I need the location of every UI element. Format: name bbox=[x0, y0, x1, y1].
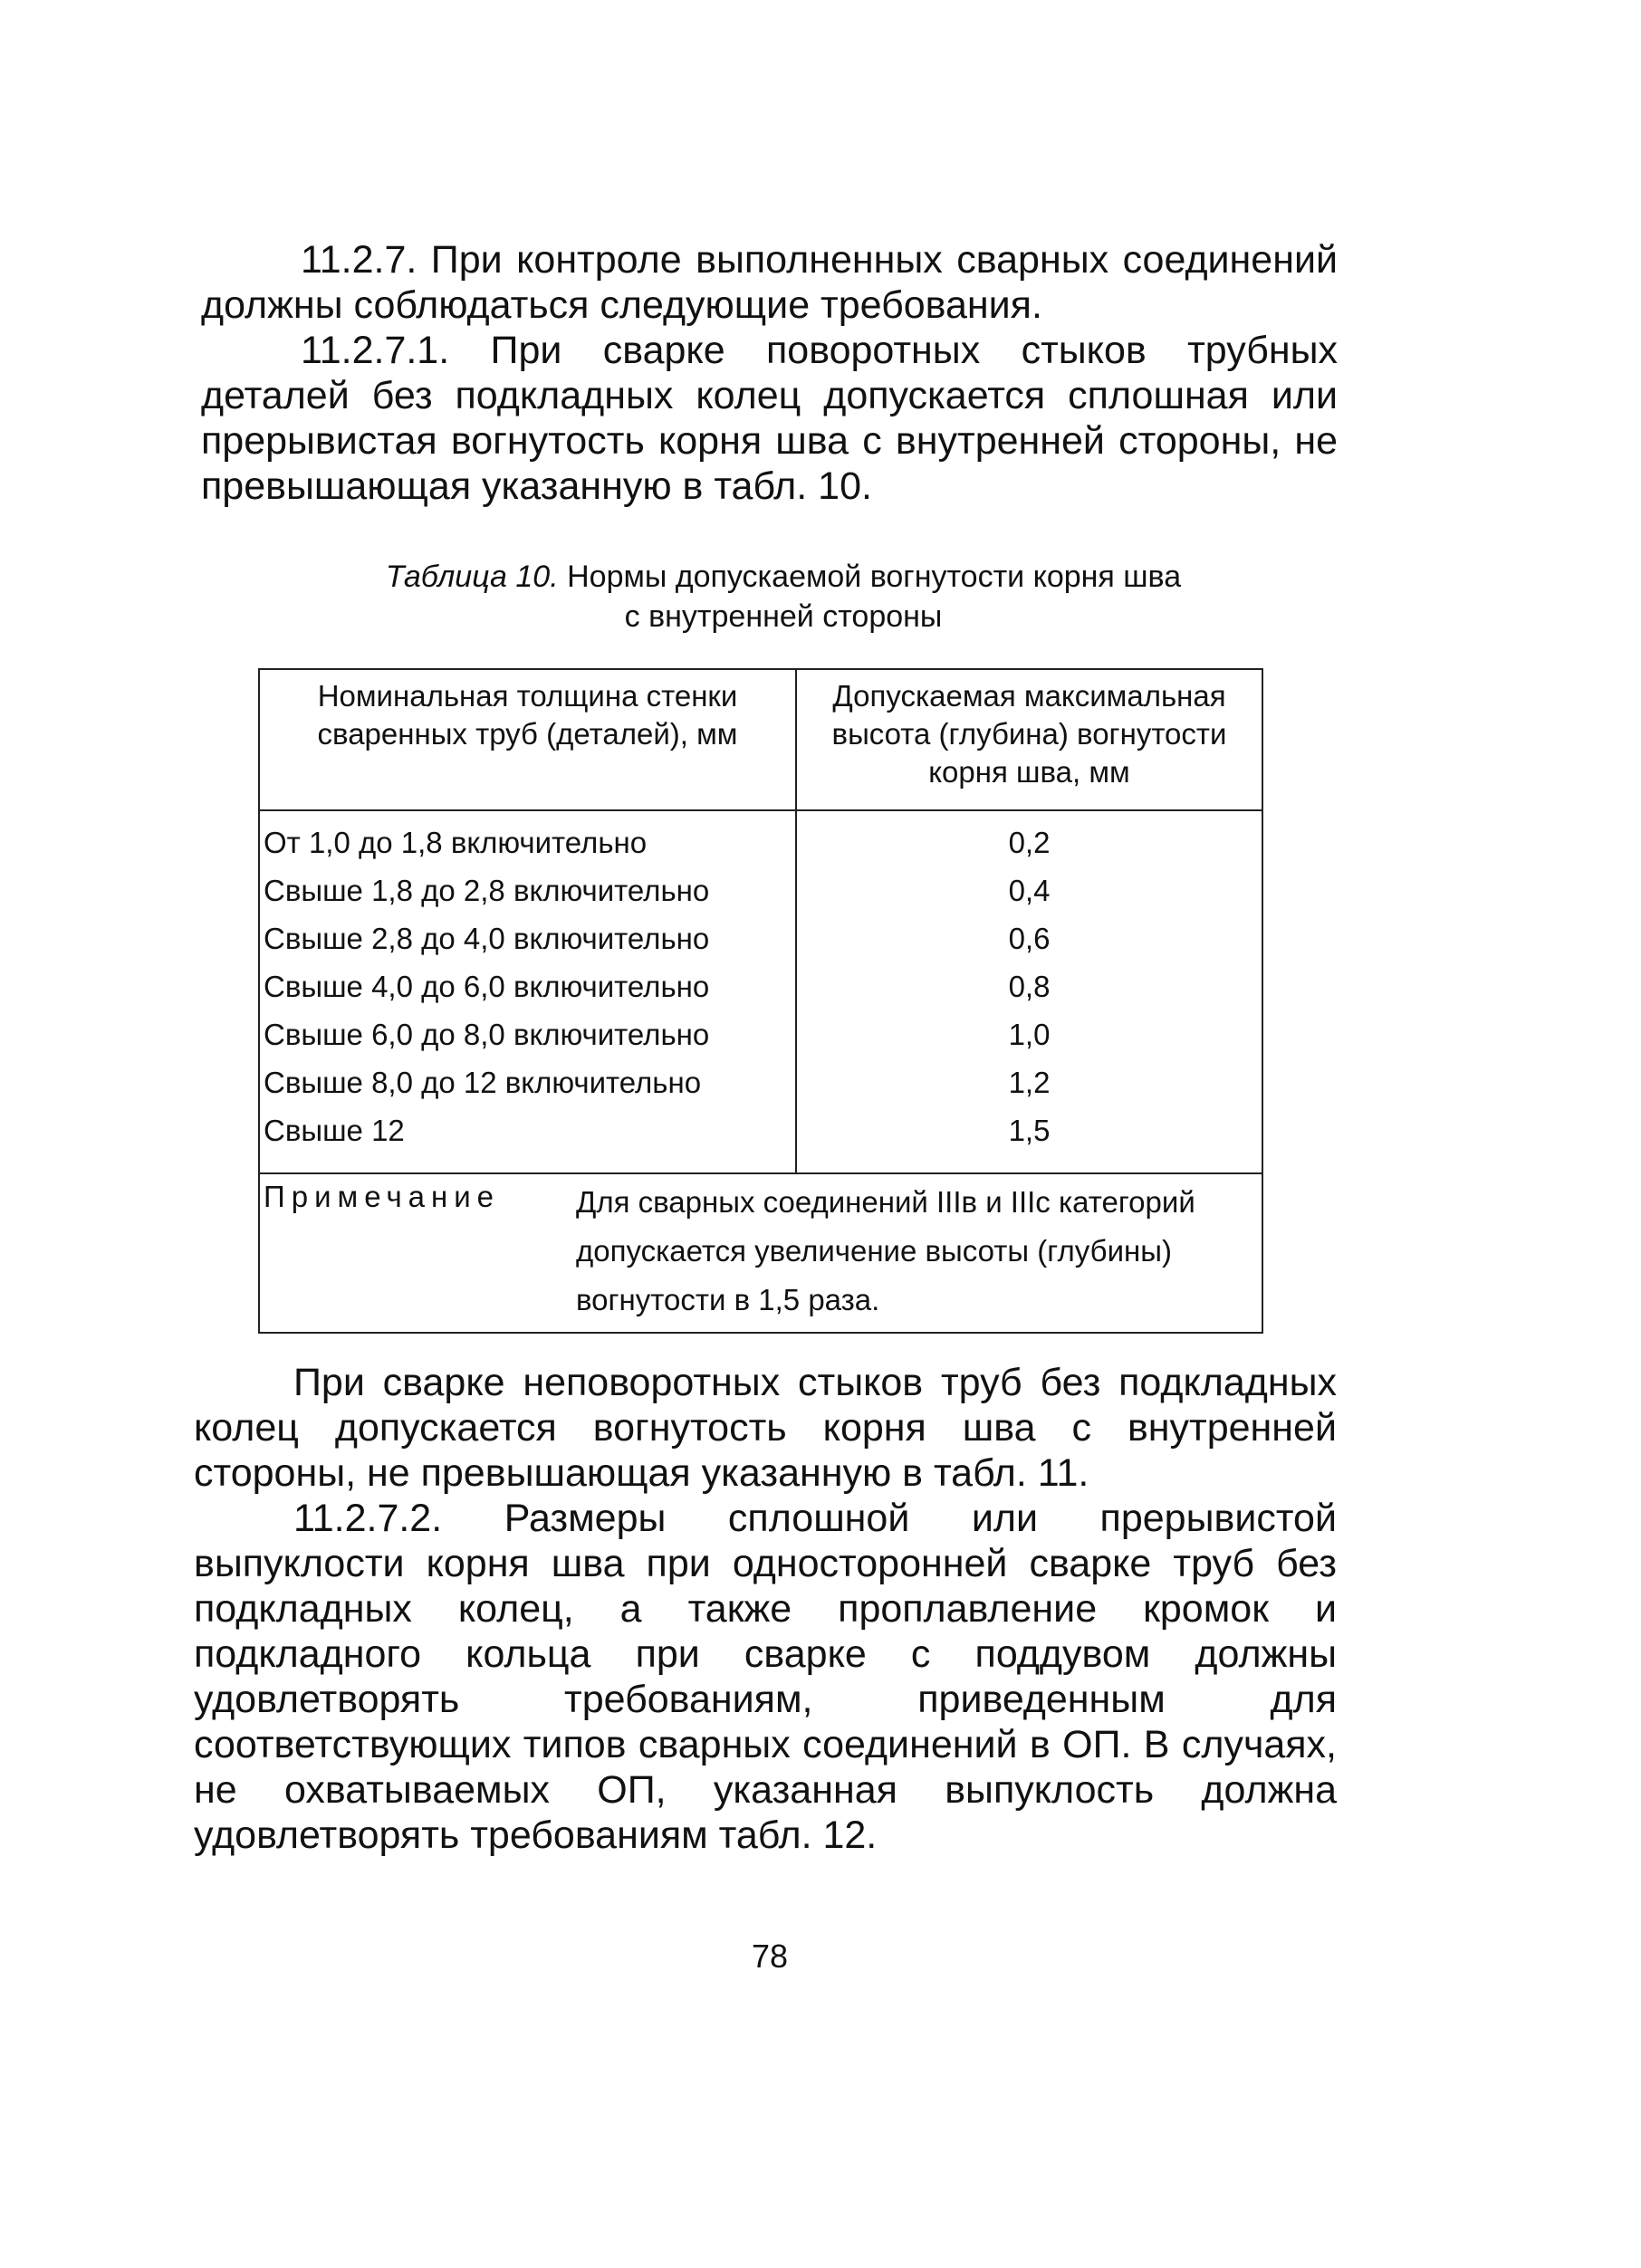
thickness-cell: Свыше 1,8 до 2,8 включительно bbox=[259, 866, 796, 914]
concavity-value-cell: 1,2 bbox=[796, 1058, 1262, 1106]
note-text: Для сварных соединений IIIв и IIIс категорий допускается увеличение высоты (глубины) вогнутости в 1,5 раза. bbox=[576, 1185, 1195, 1316]
column-header-max-concavity: Допускаемая максимальная высота (глубина) вогнутости корня шва, мм bbox=[796, 669, 1262, 810]
table-header-row bbox=[259, 669, 1262, 810]
paragraph-11-2-7 bbox=[201, 237, 1338, 328]
paragraph-text: 11.2.7.1. При сварке поворотных стыков трубных деталей без подкладных колец допускается сплошная или прерывистая вогнутость корня шва с внутренней стороны, не превышающая указанную в табл. 10. bbox=[201, 329, 1338, 508]
table-row bbox=[259, 810, 1262, 866]
thickness-cell: Свыше 6,0 до 8,0 включительно bbox=[259, 1010, 796, 1058]
thickness-cell: Свыше 12 bbox=[259, 1106, 796, 1173]
concavity-value-cell: 0,4 bbox=[796, 866, 1262, 914]
table-row bbox=[259, 914, 1262, 962]
paragraph-11-2-7-1 bbox=[201, 328, 1338, 509]
table-note-cell bbox=[259, 1173, 1262, 1333]
paragraph-non-rotating-joints bbox=[194, 1360, 1337, 1496]
table-row bbox=[259, 1058, 1262, 1106]
concavity-value-cell: 0,6 bbox=[796, 914, 1262, 962]
table-row bbox=[259, 866, 1262, 914]
table-caption bbox=[226, 557, 1340, 636]
page-number: 78 bbox=[751, 1938, 789, 1975]
thickness-cell: От 1,0 до 1,8 включительно bbox=[259, 810, 796, 866]
thickness-cell: Свыше 2,8 до 4,0 включительно bbox=[259, 914, 796, 962]
table-row bbox=[259, 962, 1262, 1010]
concavity-value-cell: 1,5 bbox=[796, 1106, 1262, 1173]
table-caption-line2: с внутренней стороны bbox=[624, 599, 943, 634]
concavity-norms-table bbox=[258, 668, 1263, 1334]
table-caption-text: Нормы допускаемой вогнутости корня шва bbox=[567, 560, 1182, 594]
thickness-cell: Свыше 8,0 до 12 включительно bbox=[259, 1058, 796, 1106]
concavity-value-cell: 1,0 bbox=[796, 1010, 1262, 1058]
column-header-thickness: Номинальная толщина стенки сваренных труб (деталей), мм bbox=[259, 669, 796, 810]
paragraph-text: 11.2.7.2. Размеры сплошной или прерывистой выпуклости корня шва при односторонней сварке труб без подкладных колец, а также проплавление кромок и подкладного кольца при сварке с поддувом должны удовлетворять требованиям, приведенным для соответствующих типов сварных соединений в ОП. В случаях, не охватываемых ОП, указанная выпуклость должна удовлетворять требованиям табл. 12. bbox=[194, 1497, 1337, 1857]
table-row bbox=[259, 1010, 1262, 1058]
paragraph-text: При сварке неповоротных стыков труб без подкладных колец допускается вогнутость корня шва с внутренней стороны, не превышающая указанную в табл. 11. bbox=[194, 1361, 1337, 1495]
paragraph-11-2-7-2 bbox=[194, 1496, 1337, 1858]
note-label: Примечание bbox=[264, 1180, 501, 1213]
paragraph-text: 11.2.7. При контроле выполненных сварных соединений должны соблюдаться следующие требования. bbox=[201, 238, 1338, 327]
table-note-row bbox=[259, 1173, 1262, 1333]
concavity-value-cell: 0,2 bbox=[796, 810, 1262, 866]
table-row bbox=[259, 1106, 1262, 1173]
table-caption-label: Таблица 10. bbox=[385, 560, 559, 594]
concavity-value-cell: 0,8 bbox=[796, 962, 1262, 1010]
thickness-cell: Свыше 4,0 до 6,0 включительно bbox=[259, 962, 796, 1010]
